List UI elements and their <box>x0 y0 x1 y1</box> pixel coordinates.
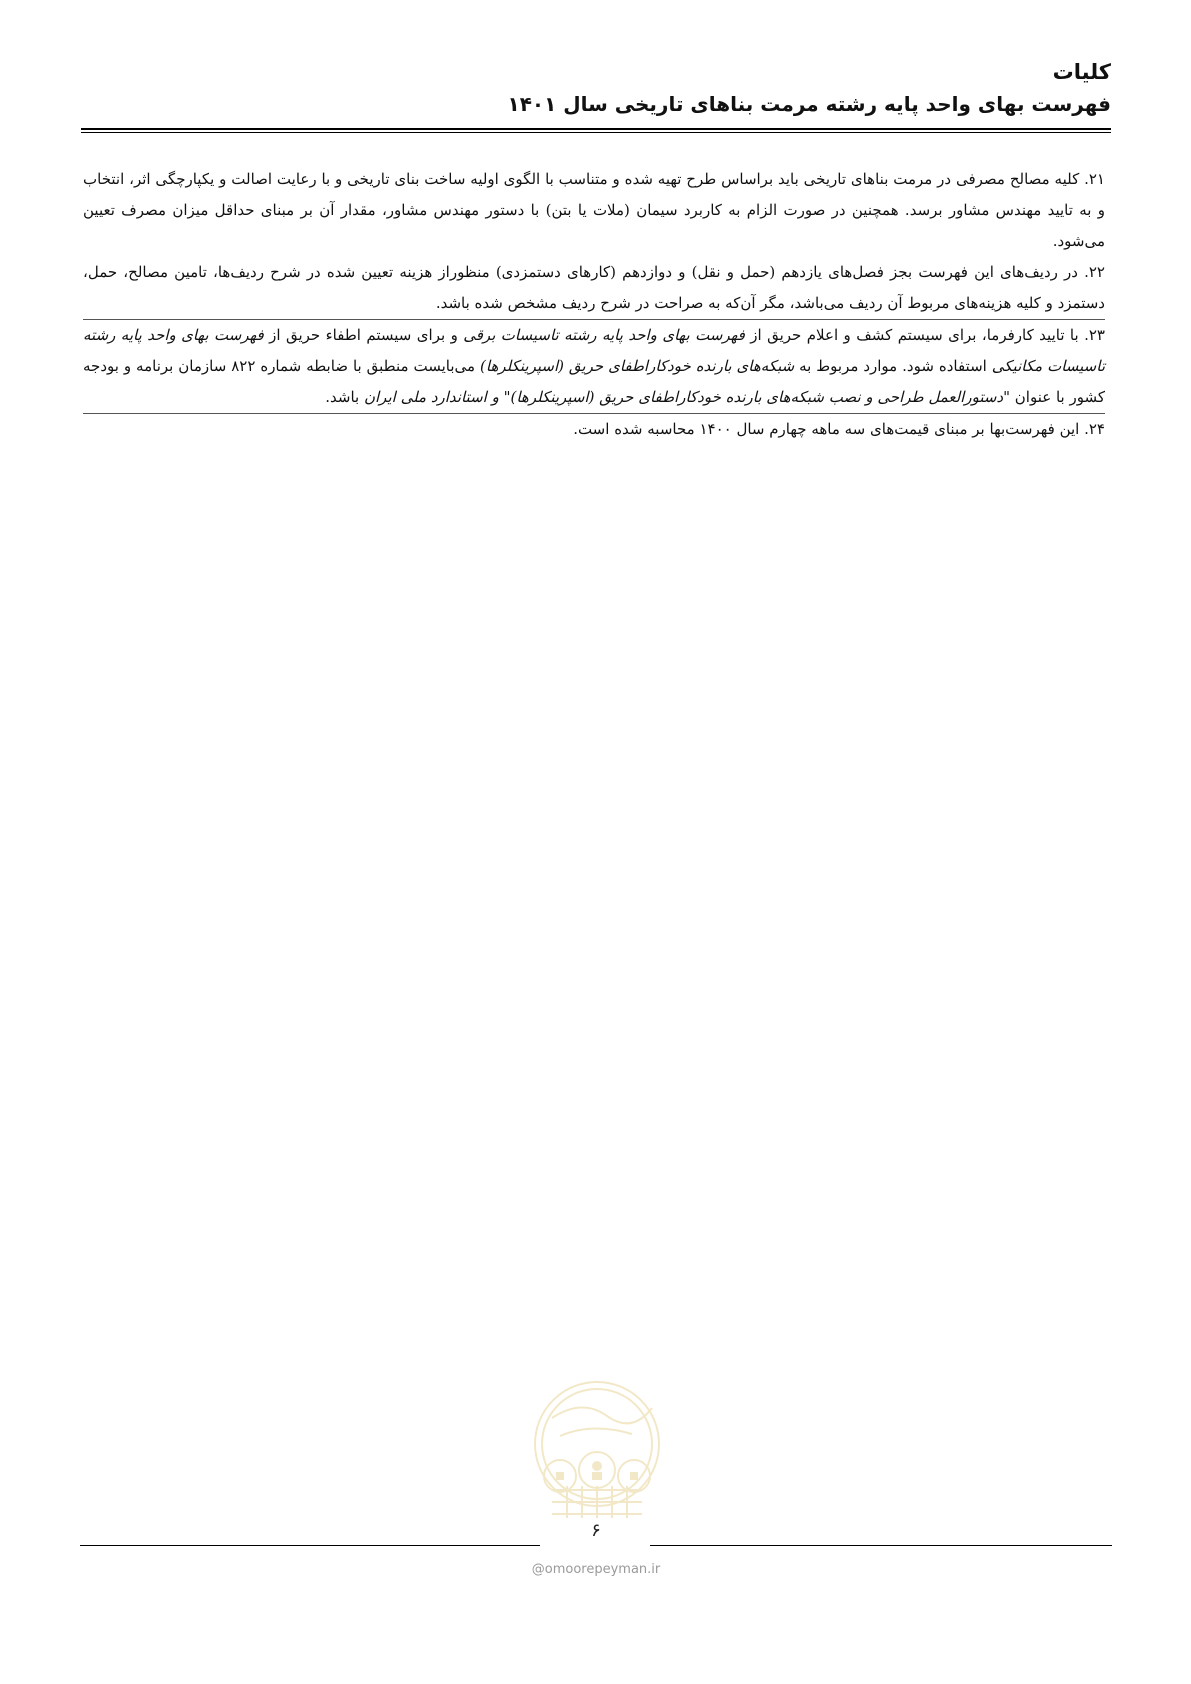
header-rule-thin <box>81 132 1111 133</box>
paragraph-23-mechanical-reference: فهرست بهای واحد پایه رشته تاسیسات مکانیکی <box>83 326 1105 375</box>
page-number: ۶ <box>591 1520 601 1541</box>
paragraph-22: ۲۲. در ردیف‌های این فهرست بجز فصل‌های یازدهم (حمل و نقل) و دوازدهم (کارهای دستمزدی) منظوراز هزینه تعیین شده در شرح ردیف‌ها، تامین مصالح، حمل، دستمزد و کلیه هزینه‌های مربوط آن ردیف می‌باشد، مگر آن‌که به صراحت در شرح ردیف مشخص شده باشد. <box>83 263 1105 312</box>
paragraph-23 <box>83 319 1105 414</box>
omoorepeyman-logo-watermark <box>512 1378 682 1528</box>
paragraph-23-electrical-reference: فهرست بهای واحد پایه رشته تاسیسات برقی <box>463 326 745 344</box>
section-title: کلیات <box>1052 60 1111 84</box>
header-rule <box>81 128 1111 130</box>
paragraph-24: ۲۴. این فهرست‌بها بر مبنای قیمت‌های سه ماهه چهارم سال ۱۴۰۰ محاسبه شده است. <box>573 420 1105 438</box>
paragraph-23-sprinkler-reference: شبکه‌های بارنده خودکاراطفای حریق (اسپرینکلرها) <box>480 357 795 375</box>
paragraph-23-part-g: می‌بایست منطبق با ضابطه شماره ۸۲۲ سازمان برنامه و بودجه کشور با عنوان <box>83 357 1105 406</box>
body-content <box>83 164 1105 445</box>
footer-rule-left <box>80 1545 540 1546</box>
document-title: فهرست بهای واحد پایه رشته مرمت بناهای تاریخی سال ۱۴۰۱ <box>507 92 1111 116</box>
paragraph-23-part-c: و برای سیستم اطفاء حریق از <box>263 326 464 344</box>
paragraph-23-standard-reference: "دستورالعمل طراحی و نصب شبکه‌های بارنده خودکاراطفای حریق (اسپرینکلرها)" و استاندارد ملی ایران <box>364 388 1011 406</box>
paragraph-23-part-i: باشد. <box>325 388 364 406</box>
footer-website: @omoorepeyman.ir <box>531 1562 661 1577</box>
footer-rule-right <box>650 1545 1112 1546</box>
paragraph-21: ۲۱. کلیه مصالح مصرفی در مرمت بناهای تاریخی باید براساس طرح تهیه شده و متناسب با الگوی اولیه ساخت بنای تاریخی و با رعایت اصالت و یکپارچگی اثر، انتخاب و به تایید مهندس مشاور برسد. همچنین در صورت الزام به کاربرد سیمان (ملات یا بتن) با دستور مهندس مشاور، مقدار آن بر مبنای حداقل میزان مصرف تعیین می‌شود. <box>83 170 1105 250</box>
page-header <box>81 56 1111 120</box>
paragraph-23-part-e: استفاده شود. موارد مربوط به <box>794 357 992 375</box>
paragraph-23-part-a: ۲۳. با تایید کارفرما، برای سیستم کشف و اعلام حریق از <box>744 326 1105 344</box>
